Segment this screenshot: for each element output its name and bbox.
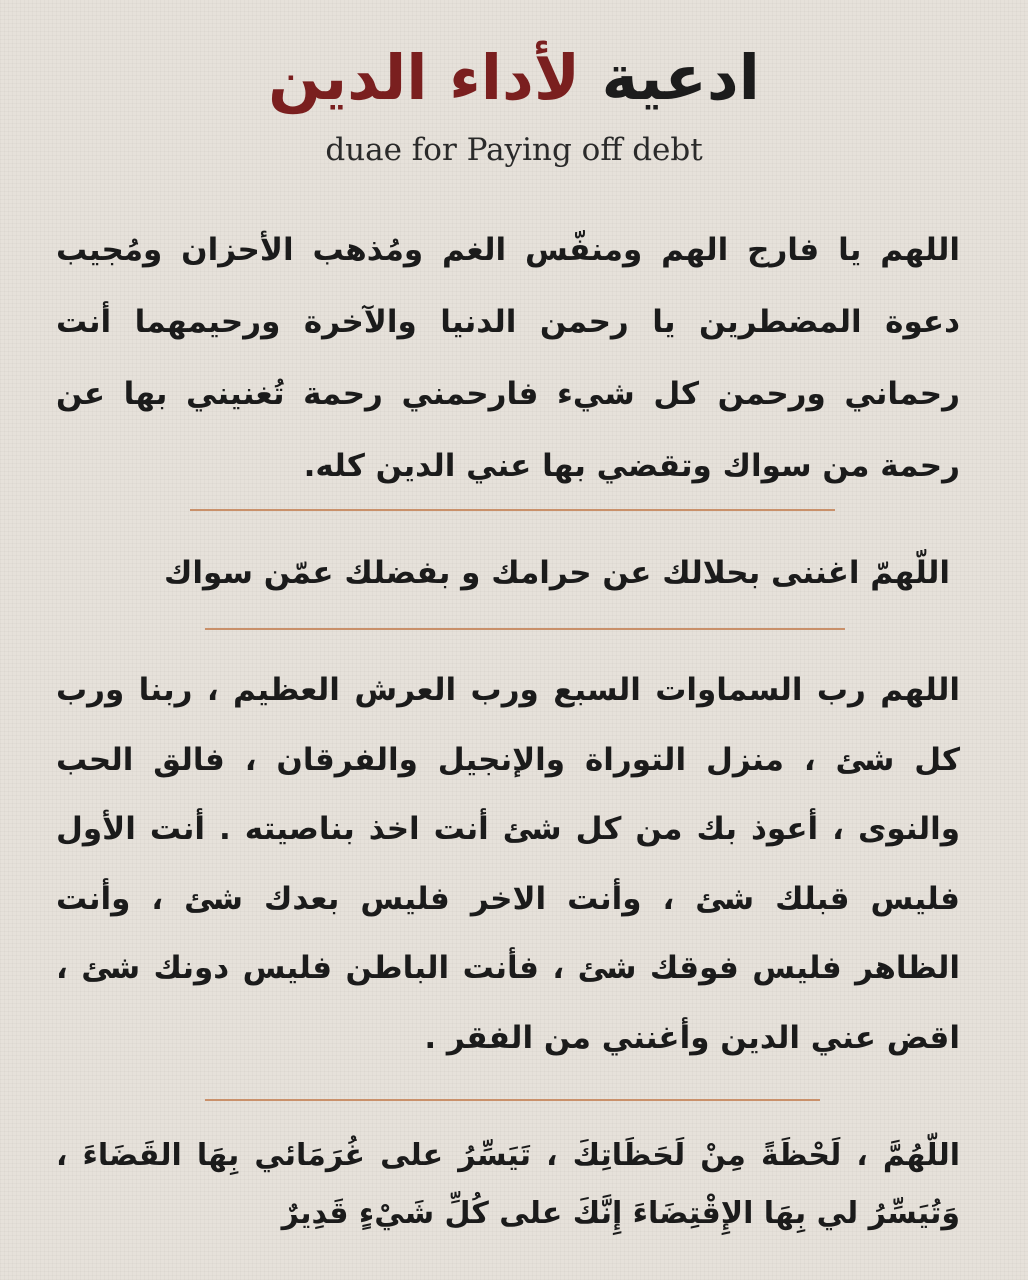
divider-3 [205, 1099, 820, 1101]
dua-paragraph-1: اللهم يا فارج الهم ومنفّس الغم ومُذهب الأحزان ومُجيب دعوة المضطرين يا رحمن الدنيا والآخرة ورحيمهما أنت رحماني ورحمن كل شيء فارحمني رحمة تُغنيني بها عن رحمة من سواك وتقضي بها عني الدين كله. [56, 232, 960, 484]
dua-paragraph-2: اللّهمّ اغننى بحلالك عن حرامك و بفضلك عمّن سواك [163, 555, 950, 591]
dua-paragraph-3: اللهم رب السماوات السبع ورب العرش العظيم ، ربنا ورب كل شئ ، منزل التوراة والإنجيل والفرقان ، فالق الحب والنوى ، أعوذ بك من كل شئ أنت اخذ بناصيته . أنت الأول فليس قبلك شئ ، وأنت الاخر فليس بعدك شئ ، وأنت الظاهر فليس فوقك شئ ، فأنت الباطن فليس دونك شئ ، اقض عني الدين وأغنني من الفقر . [56, 672, 960, 1056]
page-subtitle: duae for Paying off debt [325, 132, 703, 168]
title-accent: لأداء الدين [268, 41, 580, 114]
title-main: ادعية [580, 41, 760, 114]
divider-1 [190, 509, 835, 511]
page-title [0, 38, 1028, 118]
dua-paragraph-4: اللّهُمَّ ، لَحْظَةً مِنْ لَحَظَاتِكَ ، تَيَسِّرُ على غُرَمَائي بِهَا القَضَاءَ ، وَتُيَسِّرُ لي بِهَا الإِقْتِضَاءَ إِنَّكَ على كُلِّ شَيْءٍ قَدِيرٌ [56, 1138, 960, 1231]
divider-2 [205, 628, 845, 630]
